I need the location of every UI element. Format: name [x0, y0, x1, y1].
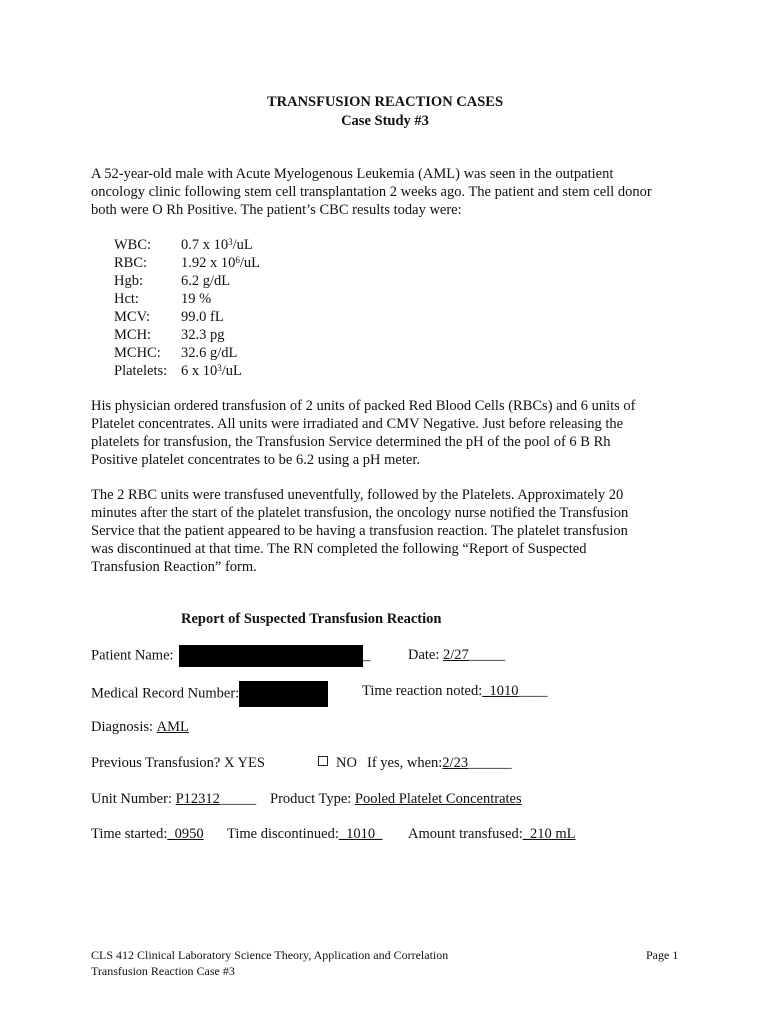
cbc-label: Hgb: — [114, 273, 143, 289]
time-started-row — [91, 824, 204, 844]
time-discontinued-value: _1010_ — [338, 826, 383, 842]
date-row — [408, 645, 505, 665]
cbc-label: WBC: — [114, 237, 152, 253]
reaction-paragraph — [91, 486, 691, 576]
patient-name-tail: _ — [363, 647, 371, 664]
previous-transfusion-label: Previous Transfusion? — [91, 755, 224, 771]
cbc-row — [114, 344, 237, 362]
cbc-exponent: 3 — [217, 363, 222, 373]
date-tail: _____ — [468, 647, 506, 663]
cbc-unit: /uL — [239, 255, 261, 271]
previous-no: NO — [336, 755, 357, 771]
cbc-value: 32.6 g/dL — [181, 345, 238, 361]
footer-course: CLS 412 Clinical Laboratory Science Theory, Application and Correlation — [91, 948, 449, 962]
paragraph-line: Service that the patient appeared to be having a transfusion reaction. The platelet transfusion — [91, 523, 628, 539]
paragraph-line: platelets for transfusion, the Transfusion Service determined the pH of the pool of 6 B Rh — [91, 434, 611, 450]
amount-transfused-value: _210 mL — [522, 826, 576, 842]
footer-case: Transfusion Reaction Case #3 — [91, 964, 235, 978]
previous-when-tail: ______ — [468, 755, 512, 771]
page-number: Page 1 — [646, 948, 679, 962]
cbc-unit: /uL — [232, 237, 253, 253]
document-title: TRANSFUSION REACTION CASES — [266, 94, 504, 110]
cbc-row — [114, 236, 253, 254]
time-noted-row — [362, 681, 548, 701]
cbc-unit: /uL — [221, 363, 242, 379]
cbc-label: MCV: — [114, 309, 150, 325]
cbc-row — [114, 290, 211, 308]
cbc-value: 0.7 x 10 — [181, 237, 229, 253]
redacted-mrn — [239, 681, 328, 707]
cbc-exponent: 6 — [235, 255, 240, 265]
diagnosis-row — [91, 717, 419, 737]
cbc-value: 6.2 g/dL — [181, 273, 231, 289]
time-noted-tail: ____ — [518, 683, 548, 699]
cbc-value: 6 x 10 — [181, 363, 218, 379]
cbc-label: RBC: — [114, 255, 148, 271]
previous-when-row — [367, 753, 512, 773]
cbc-label: Hct: — [114, 291, 139, 307]
mrn-row — [91, 681, 328, 701]
cbc-row — [114, 272, 230, 290]
paragraph-line: was discontinued at that time. The RN completed the following “Report of Suspected — [91, 541, 587, 557]
cbc-row — [114, 308, 224, 326]
diagnosis-label: Diagnosis: — [91, 719, 157, 735]
cbc-label: Platelets: — [114, 363, 168, 379]
paragraph-line: Transfusion Reaction” form. — [91, 559, 257, 575]
previous-transfusion-row — [91, 753, 265, 773]
redacted-patient-name — [179, 645, 363, 667]
cbc-exponent: 3 — [228, 237, 233, 247]
no-checkbox[interactable] — [318, 756, 328, 766]
time-discontinued-label: Time discontinued: — [227, 826, 339, 842]
product-type-row — [270, 789, 522, 809]
intro-line: A 52-year-old male with Acute Myelogenous Leukemia (AML) was seen in the outpatient — [91, 166, 614, 182]
cbc-value: 1.92 x 10 — [181, 255, 236, 271]
intro-line: oncology clinic following stem cell transplantation 2 weeks ago. The patient and stem cell donor — [91, 184, 652, 200]
cbc-row — [114, 326, 225, 344]
time-noted-value: _1010 — [482, 683, 519, 699]
patient-name-label: Patient Name: — [91, 647, 174, 664]
paragraph-line: Positive platelet concentrates to be 6.2 using a pH meter. — [91, 452, 420, 468]
previous-when-label: If yes, when: — [367, 755, 443, 771]
cbc-row — [114, 254, 260, 272]
amount-transfused-label: Amount transfused: — [408, 826, 523, 842]
cbc-label: MCH: — [114, 327, 152, 343]
cbc-row — [114, 362, 242, 380]
report-title: Report of Suspected Transfusion Reaction — [181, 611, 442, 627]
time-started-label: Time started: — [91, 826, 168, 842]
document-subtitle: Case Study #3 — [341, 113, 429, 129]
cbc-value: 19 % — [181, 291, 212, 307]
cbc-value: 32.3 pg — [181, 327, 225, 343]
product-type-value: Pooled Platelet Concentrates — [354, 791, 522, 807]
unit-number-row — [91, 789, 256, 809]
date-value: 2/27 — [443, 647, 469, 663]
time-started-value: _0950 — [167, 826, 204, 842]
mrn-label: Medical Record Number: — [91, 685, 240, 702]
previous-yes: X YES — [223, 755, 265, 771]
intro-paragraph — [91, 165, 691, 219]
unit-number-label: Unit Number: — [91, 791, 176, 807]
paragraph-line: The 2 RBC units were transfused uneventfully, followed by the Platelets. Approximately 20 — [91, 487, 624, 503]
date-label: Date: — [408, 647, 444, 663]
patient-name-row — [91, 645, 370, 665]
intro-line: both were O Rh Positive. The patient’s CBC results today were: — [91, 202, 462, 218]
product-type-label: Product Type: — [270, 791, 355, 807]
time-noted-label: Time reaction noted: — [362, 683, 483, 699]
paragraph-line: His physician ordered transfusion of 2 units of packed Red Blood Cells (RBCs) and 6 units of — [91, 398, 636, 414]
previous-no-row — [318, 753, 357, 773]
unit-number-value: P12312 — [175, 791, 220, 807]
cbc-value: 99.0 fL — [181, 309, 224, 325]
amount-transfused-row — [408, 824, 576, 844]
cbc-label: MCHC: — [114, 345, 161, 361]
paragraph-line: Platelet concentrates. All units were irradiated and CMV Negative. Just before releasing the — [91, 416, 624, 432]
treatment-paragraph — [91, 397, 691, 469]
time-discontinued-row — [227, 824, 382, 844]
unit-number-tail: _____ — [219, 791, 257, 807]
diagnosis-value: AML — [156, 719, 189, 735]
previous-when-value: 2/23 — [442, 755, 469, 771]
paragraph-line: minutes after the start of the platelet transfusion, the oncology nurse notified the Transfusion — [91, 505, 629, 521]
